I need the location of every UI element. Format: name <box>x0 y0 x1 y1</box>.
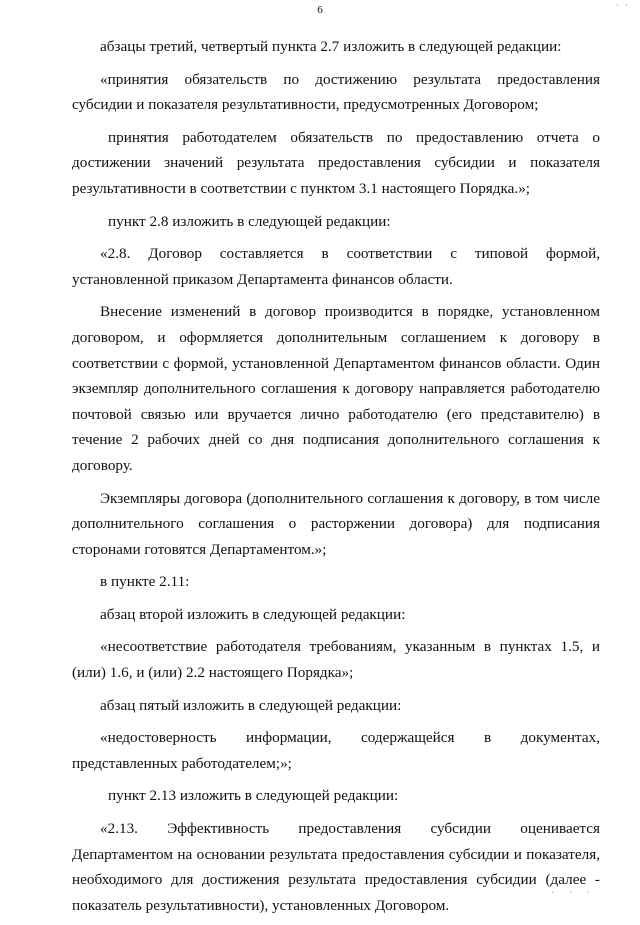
paragraph-1: абзацы третий, четвертый пункта 2.7 изложить в следующей редакции: <box>100 38 562 55</box>
paragraph-10: «несоответствие работодателя требованиям, указанным в пунктах 1.5, и (или) 1.6, и (или) 2.2 настоящего Порядка»; <box>72 638 600 682</box>
paragraph-6: Внесение изменений в договор производится в порядке, установленном договором, и оформляется дополнительным соглашением к договору в соответствии с формой, установленной Департаментом финансов области. Один экземпляр дополнительного соглашения к договору направляется работодателю почтовой связью или вручается лично работодателю (его представителю) в течение 2 рабочих дней со дня подписания дополнительного соглашения к договору. <box>72 303 600 474</box>
paragraph-3: принятия работодателем обязательств по предоставлению отчета о достижении значений результата предоставления субсидии и показателя результативности в соответствии с пунктом 3.1 настоящего Порядка.»; <box>72 128 600 197</box>
paragraph-5: «2.8. Договор составляется в соответствии с типовой формой, установленной приказом Департамента финансов области. <box>72 245 600 288</box>
paragraph-14: «2.13. Эффективность предоставления субсидии оценивается Департаментом на основании результата предоставления субсидии и показателя, необходимого для достижения результата предоставления субсидии (далее - показатель результативности), установленных Договором. <box>72 820 600 914</box>
paragraph-7: Экземпляры договора (дополнительного соглашения к договору, в том числе дополнительного соглашения о расторжении договора) для подписания сторонами готовятся Департаментом.»; <box>72 489 600 558</box>
paragraph-13: пункт 2.13 изложить в следующей редакции: <box>108 787 399 805</box>
paragraph-9: абзац второй изложить в следующей редакции: <box>100 605 406 623</box>
paragraph-12: «недостоверность информации, содержащейся в документах, представленных работодателем;»; <box>72 729 600 772</box>
bottom-scan-marks: · · · <box>551 888 596 899</box>
paragraph-11: абзац пятый изложить в следующей редакции: <box>100 696 402 714</box>
page-number: 6 <box>317 4 323 16</box>
paragraph-8: в пункте 2.11: <box>100 573 190 591</box>
paragraph-2: «принятия обязательств по достижению результата предоставления субсидии и показателя результативности, предусмотренных Договором; <box>72 70 600 114</box>
corner-scan-mark: · · <box>615 0 630 10</box>
document-body <box>72 34 600 925</box>
paragraph-4: пункт 2.8 изложить в следующей редакции: <box>108 212 391 230</box>
